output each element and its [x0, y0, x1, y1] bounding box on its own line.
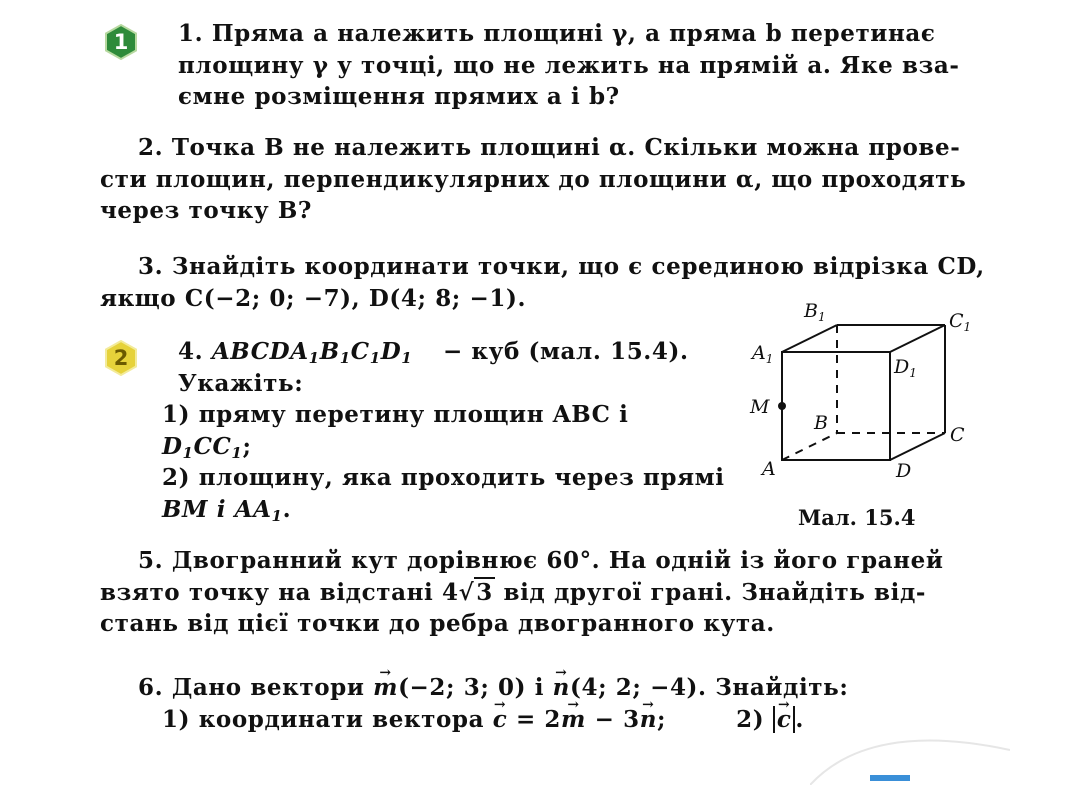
label-m: M: [750, 396, 770, 418]
vector-n: → n: [553, 672, 570, 704]
problem-4-item-2-cont: BM і $AA_1$.: [162, 495, 292, 525]
vector-m: → m: [373, 672, 398, 704]
problem-4: [162, 336, 725, 525]
problem-6: [100, 672, 975, 735]
problem-1-line-1: Пряма a належить площині γ, а пряма b перетинає: [211, 20, 936, 47]
problem-4-cube-name: $ABCDA_1B_1C_1D_1$: [211, 338, 413, 367]
label-a1: $A_1$: [752, 342, 774, 366]
problem-4-item-2: 2) площину, яка проходить через прямі: [162, 464, 725, 491]
label-a: A: [762, 458, 776, 480]
problem-1-line-3: ємне розміщення прямих a і b?: [178, 83, 620, 110]
problem-4-item-1-cont: $D_1CC_1$;: [162, 432, 252, 462]
label-c1: $C_1$: [949, 310, 972, 334]
problem-6-line-2: 1) координати вектора → c = 2→ m − 3→ n; 2) → c .: [100, 704, 975, 736]
level-2-badge: [103, 340, 139, 376]
problem-2-line-3: через точку B?: [100, 197, 312, 224]
vector-c: → c: [493, 704, 508, 736]
label-c: C: [950, 424, 965, 446]
problem-6-line-1: 6. Дано вектори → m(−2; 3; 0) і → n(4; 2; −4). Знайдіть:: [100, 672, 975, 704]
level-1-number: 1: [113, 30, 129, 54]
problem-4-cube-word: − куб (мал. 15.4).: [442, 338, 689, 365]
level-2-number: 2: [113, 346, 129, 370]
problem-2: [100, 132, 975, 227]
problem-5-line-3: стань від цієї точки до ребра двогранного кута.: [100, 610, 775, 637]
problem-2-line-2: сти площин, перпендикулярних до площини α, що проходять: [100, 165, 967, 193]
problem-1-line-2: площину γ у точці, що не лежить на прямій a. Яке вза-: [178, 51, 960, 79]
label-b1: $B_1$: [804, 300, 826, 324]
problem-4-indicate: Укажіть:: [178, 369, 304, 397]
point-m: [778, 402, 786, 410]
problem-5-line-2: взято точку на відстані 4√3 від другої грані. Знайдіть від-: [100, 578, 927, 606]
page-corner-decoration: [810, 730, 1010, 785]
label-b: B: [814, 412, 828, 434]
problem-1: [100, 18, 975, 113]
problem-5-line-1: 5. Двогранний кут дорівнює 60°. На одній із його граней: [138, 547, 944, 574]
problem-4-number: 4.: [178, 338, 204, 365]
figure-caption: Мал. 15.4: [798, 505, 916, 530]
label-d1: $D_1$: [894, 356, 917, 380]
problem-3-line-2: якщо C(−2; 0; −7), D(4; 8; −1).: [100, 284, 527, 312]
problem-2-line-1: 2. Точка B не належить площині α. Скільки можна прове-: [138, 134, 961, 161]
cube-diagram: [742, 295, 982, 495]
problem-3-line-1: 3. Знайдіть координати точки, що є серединою відрізка CD,: [138, 253, 985, 280]
problem-5: [100, 545, 975, 640]
problem-4-item-1: 1) пряму перетину площин ABC і: [162, 401, 629, 428]
cube-figure: [742, 295, 982, 495]
label-d: D: [896, 460, 912, 482]
problem-1-number: 1.: [178, 20, 204, 47]
